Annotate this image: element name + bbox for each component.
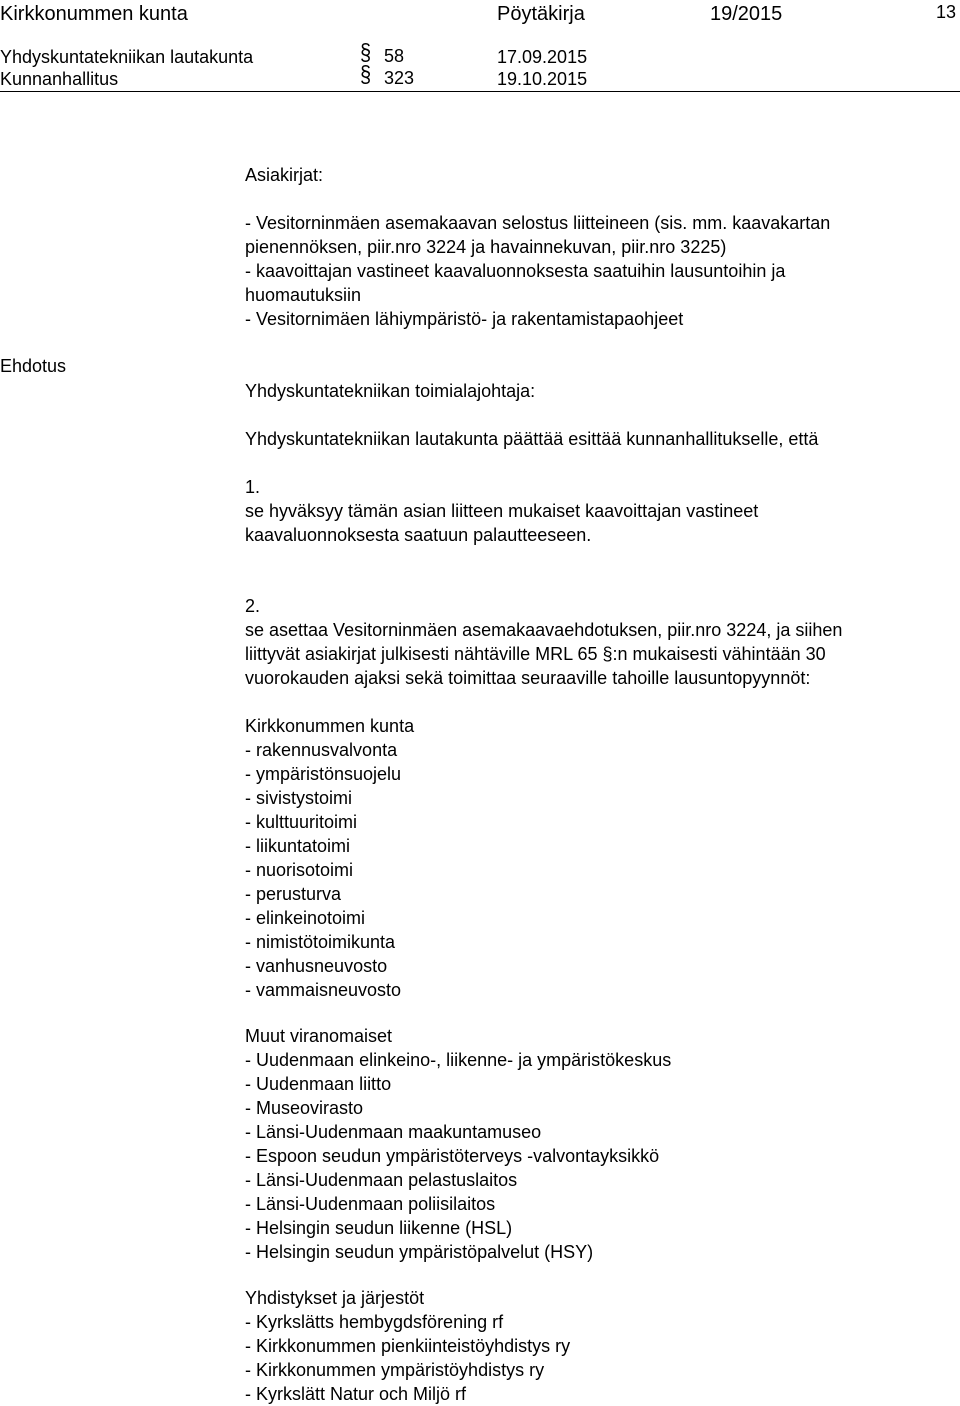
recipients-authorities xyxy=(245,1024,671,1264)
list-item: - Länsi-Uudenmaan pelastuslaitos xyxy=(245,1170,518,1190)
group-heading: Kirkkonummen kunta xyxy=(245,716,415,736)
intro-text: Yhdyskuntatekniikan lautakunta päättää esittää kunnanhallitukselle, että xyxy=(245,429,819,449)
item-text-line: vuorokauden ajaksi sekä toimittaa seuraaville tahoille lausuntopyynnöt: xyxy=(245,668,811,688)
list-item: - Kirkkonummen pienkiinteistöyhdistys ry xyxy=(245,1336,571,1356)
list-item: - Kyrkslätts hembygdsförening rf xyxy=(245,1312,504,1332)
list-item: - Kyrkslätt Natur och Miljö rf xyxy=(245,1384,467,1404)
header-date-1: 17.09.2015 xyxy=(497,47,588,67)
list-item: - Uudenmaan elinkeino-, liikenne- ja ympäristökeskus xyxy=(245,1050,672,1070)
list-item: - elinkeinotoimi xyxy=(245,908,366,928)
group-heading: Muut viranomaiset xyxy=(245,1026,393,1046)
item-number: 1. xyxy=(245,477,261,497)
section-sign-icon: § xyxy=(360,62,372,88)
item-text-line: kaavaluonnoksesta saatuun palautteeseen. xyxy=(245,525,592,545)
section-sign-icon: § xyxy=(360,40,372,66)
list-item: - Museovirasto xyxy=(245,1098,364,1118)
attachment-line: - kaavoittajan vastineet kaavaluonnoksesta saatuihin lausuntoihin ja xyxy=(245,261,786,281)
proposal-item-2 xyxy=(245,594,842,690)
intro-line xyxy=(245,427,818,451)
list-item: - vammaisneuvosto xyxy=(245,980,402,1000)
side-label: Ehdotus xyxy=(0,356,67,376)
header-body-2: Kunnanhallitus xyxy=(0,69,119,89)
list-item: - Kirkkonummen ympäristöyhdistys ry xyxy=(245,1360,545,1380)
header-divider xyxy=(0,91,960,92)
section-sign: § xyxy=(602,644,613,664)
list-item: - Espoon seudun ympäristöterveys -valvontayksikkö xyxy=(245,1146,660,1166)
list-item: - vanhusneuvosto xyxy=(245,956,388,976)
proposal-item-1 xyxy=(245,475,758,547)
list-item: - Länsi-Uudenmaan maakuntamuseo xyxy=(245,1122,542,1142)
list-item: - kulttuuritoimi xyxy=(245,812,358,832)
document-number: 19/2015 xyxy=(710,3,783,25)
list-item: - perusturva xyxy=(245,884,342,904)
organization-name: Kirkkonummen kunta xyxy=(0,3,188,25)
list-item: - Helsingin seudun liikenne (HSL) xyxy=(245,1218,513,1238)
attachments-heading: Asiakirjat: xyxy=(245,165,324,185)
attachment-line: pienennöksen, piir.nro 3224 ja havainnekuvan, piir.nro 3225) xyxy=(245,237,727,257)
list-item: - nimistötoimikunta xyxy=(245,932,396,952)
header-section-1: § 58 xyxy=(360,40,405,66)
list-item: - rakennusvalvonta xyxy=(245,740,398,760)
page-number: 13 xyxy=(936,2,957,22)
attachment-line: huomautuksiin xyxy=(245,285,362,305)
list-item: - Länsi-Uudenmaan poliisilaitos xyxy=(245,1194,496,1214)
item-number: 2. xyxy=(245,596,261,616)
item-text-line: se hyväksyy tämän asian liitteen mukaiset kaavoittajan vastineet xyxy=(245,501,759,521)
list-item: - liikuntatoimi xyxy=(245,836,351,856)
header-body-1: Yhdyskuntatekniikan lautakunta xyxy=(0,47,254,67)
list-item: - Uudenmaan liitto xyxy=(245,1074,392,1094)
item-text-line: liittyvät asiakirjat julkisesti nähtäville MRL 65 §:n mukaisesti vähintään 30 xyxy=(245,644,826,664)
list-item: - nuorisotoimi xyxy=(245,860,354,880)
proposer-line xyxy=(245,379,535,403)
group-heading: Yhdistykset ja järjestöt xyxy=(245,1288,425,1308)
document-type: Pöytäkirja xyxy=(497,3,585,25)
list-item: - sivistystoimi xyxy=(245,788,352,808)
header-date-2: 19.10.2015 xyxy=(497,69,588,89)
list-item: - ympäristönsuojelu xyxy=(245,764,402,784)
recipients-associations xyxy=(245,1286,570,1406)
list-item: - Helsingin seudun ympäristöpalvelut (HSY) xyxy=(245,1242,594,1262)
recipients-municipality xyxy=(245,714,414,1002)
proposer-text: Yhdyskuntatekniikan toimialajohtaja: xyxy=(245,381,536,401)
header-section-2: § 323 xyxy=(360,62,415,88)
attachments-section xyxy=(245,163,830,331)
item-text-line: se asettaa Vesitorninmäen asemakaavaehdotuksen, piir.nro 3224, ja siihen xyxy=(245,620,843,640)
attachment-line: - Vesitorninmäen asemakaavan selostus liitteineen (sis. mm. kaavakartan xyxy=(245,213,831,233)
attachment-line: - Vesitornimäen lähiympäristö- ja rakentamistapaohjeet xyxy=(245,309,684,329)
